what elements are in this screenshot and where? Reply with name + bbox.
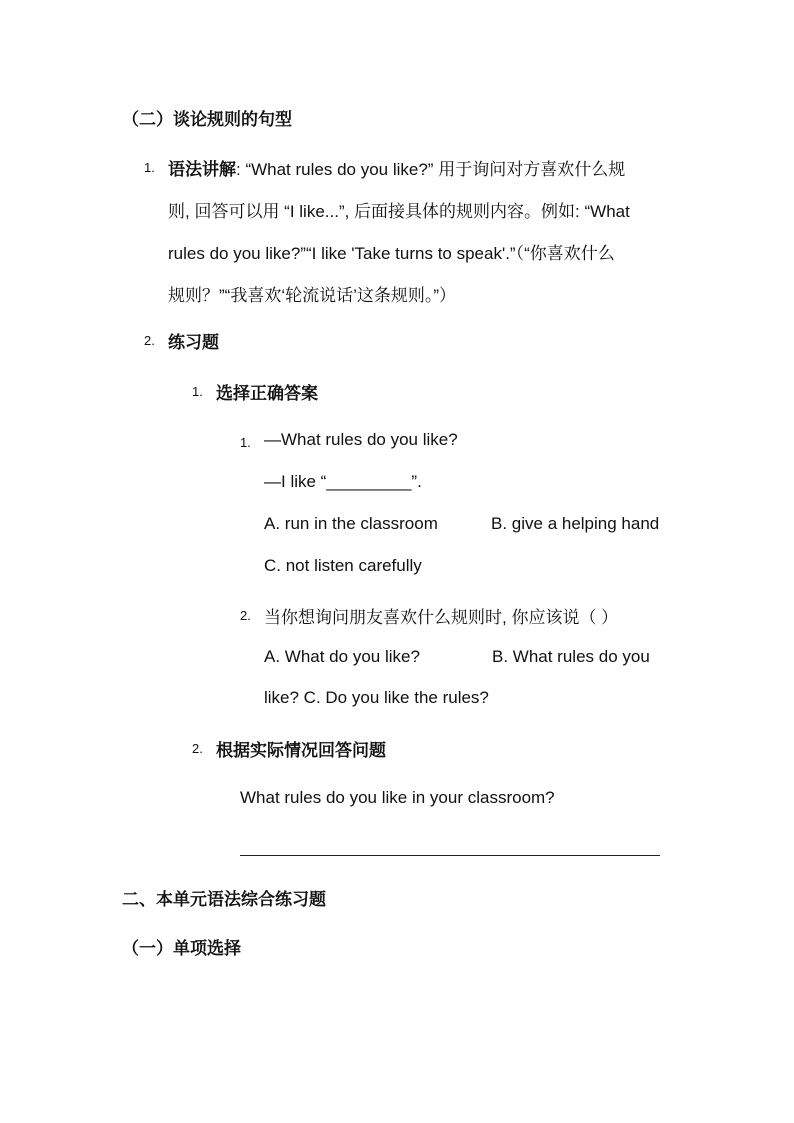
part-2-heading: 二、本单元语法综合练习题	[122, 890, 326, 909]
item-1-number: 1.	[144, 160, 155, 175]
sub-2-label: 根据实际情况回答问题	[216, 741, 386, 760]
item-1-line-3: rules do you like?”“I like 'Take turns to speak'.”（“你喜欢什么	[168, 244, 615, 263]
q1-number: 1.	[240, 435, 251, 450]
item-1-label: 语法讲解	[168, 160, 236, 179]
q1-option-a: A. run in the classroom	[264, 514, 438, 533]
q2-option-b: B. What rules do you	[492, 647, 650, 666]
sub-1-number: 1.	[192, 384, 203, 399]
item-1-text-1: : “What rules do you like?” 用于询问对方喜欢什么规	[236, 160, 626, 179]
section-heading: （二）谈论规则的句型	[122, 110, 292, 129]
q2-option-a: A. What do you like?	[264, 647, 420, 666]
sub-2-number: 2.	[192, 741, 203, 756]
item-2-label: 练习题	[168, 333, 219, 352]
q1-line-2: —I like “_________”.	[264, 472, 422, 491]
q1-option-c: C. not listen carefully	[264, 556, 422, 575]
q2-line-3: like? C. Do you like the rules?	[264, 688, 489, 707]
item-1-line-4: 规则？”“我喜欢‘轮流说话’这条规则。”）	[168, 286, 457, 305]
answer-line[interactable]	[240, 855, 660, 856]
sub-1-label: 选择正确答案	[216, 384, 318, 403]
item-1-line-2: 则, 回答可以用 “I like...”, 后面接具体的规则内容。例如: “What	[168, 202, 630, 221]
sub-2-question: What rules do you like in your classroom?	[240, 788, 555, 807]
q2-number: 2.	[240, 608, 251, 623]
q1-option-b: B. give a helping hand	[491, 514, 660, 533]
q1-line-1: —What rules do you like?	[264, 430, 458, 449]
q2-line-1: 当你想询问朋友喜欢什么规则时, 你应该说（ ）	[264, 608, 619, 627]
item-2-number: 2.	[144, 333, 155, 348]
part-2-sub-heading: （一）单项选择	[122, 939, 241, 958]
item-1-line-1	[168, 155, 625, 180]
